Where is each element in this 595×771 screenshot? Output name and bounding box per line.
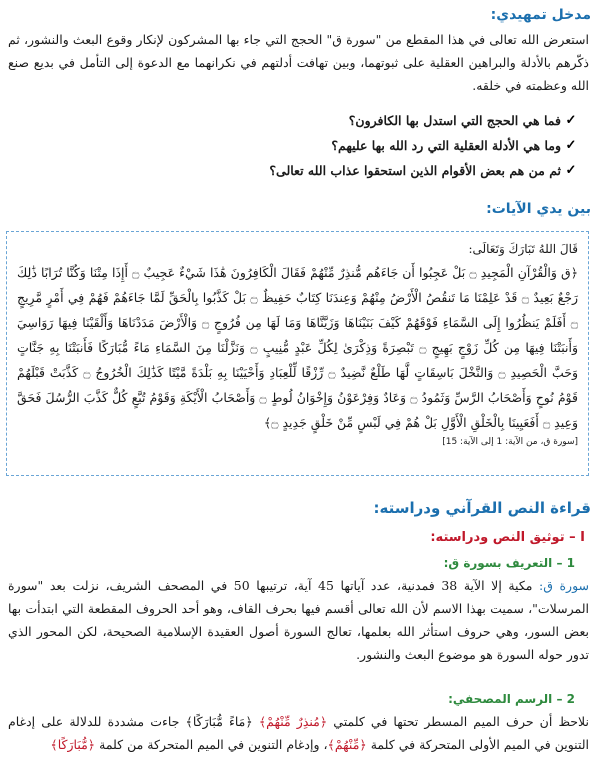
surah-term: سورة ق: bbox=[539, 578, 590, 593]
question-text: وما هي الأدلة العقلية التي رد الله بها عليهم؟ bbox=[331, 138, 561, 153]
definition-paragraph bbox=[8, 574, 589, 666]
quoted-word: ﴿مُنذِرٌ مِّنْهُمْ﴾ bbox=[258, 714, 328, 729]
script-text-part: ﴿مَاءً مُّبَارَكًا﴾ جاءت مشددة للدلالة على إدغام التنوين في الميم الأولى المتحركة في كلمة bbox=[8, 714, 589, 752]
verses-text: ﴿ق وَالْقُرْآنِ الْمَجِيدِ ۝ بَلْ عَجِبُوا أَن جَاءَهُم مُّنذِرٌ مِّنْهُمْ فَقَالَ الْكَافِرُونَ هَٰذَا شَيْءٌ عَجِيبٌ ۝ أَإِذَا مِتْنَا وَكُنَّا تُرَابًا ذَٰلِكَ رَجْعٌ بَعِيدٌ ۝ قَدْ عَلِمْنَا مَا تَنقُصُ الْأَرْضُ مِنْهُمْ وَعِندَنَا كِتَابٌ حَفِيظٌ ۝ بَلْ كَذَّبُوا بِالْحَقِّ لَمَّا جَاءَهُمْ فَهُمْ فِي أَمْرٍ مَّرِيجٍ ۝ أَفَلَمْ يَنظُرُوا إِلَى السَّمَاءِ فَوْقَهُمْ كَيْفَ بَنَيْنَاهَا وَزَيَّنَّاهَا وَمَا لَهَا مِن فُرُوجٍ ۝ وَالْأَرْضَ مَدَدْنَاهَا وَأَلْقَيْنَا فِيهَا رَوَاسِيَ وَأَنبَتْنَا فِيهَا مِن كُلِّ زَوْجٍ بَهِيجٍ ۝ تَبْصِرَةً وَذِكْرَىٰ لِكُلِّ عَبْدٍ مُّنِيبٍ ۝ وَنَزَّلْنَا مِنَ السَّمَاءِ مَاءً مُّبَارَكًا فَأَنبَتْنَا بِهِ جَنَّاتٍ وَحَبَّ الْحَصِيدِ ۝ وَالنَّخْلَ بَاسِقَاتٍ لَّهَا طَلْعٌ نَّضِيدٌ ۝ رِّزْقًا لِّلْعِبَادِ وَأَحْيَيْنَا بِهِ بَلْدَةً مَّيْتًا كَذَٰلِكَ الْخُرُوجُ ۝ كَذَّبَتْ قَبْلَهُمْ قَوْمُ نُوحٍ وَأَصْحَابُ الرَّسِّ وَثَمُودُ ۝ وَعَادٌ وَفِرْعَوْنُ وَإِخْوَانُ لُوطٍ ۝ وَأَصْحَابُ الْأَيْكَةِ وَقَوْمُ تُبَّعٍ كُلٌّ كَذَّبَ الرُّسُلَ فَحَقَّ وَعِيدِ ۝ أَفَعَيِينَا بِالْخَلْقِ الْأَوَّلِ بَلْ هُمْ فِي لَبْسٍ مِّنْ خَلْقٍ جَدِيدٍ ۝﴾ bbox=[17, 265, 579, 430]
checkmark-icon: ✓ bbox=[565, 138, 577, 153]
script-text-part: ، وإدغام التنوين في الميم المتحركة من كلمة bbox=[95, 737, 328, 752]
script-subheading: 2 – الرسم المصحفي: bbox=[448, 692, 575, 706]
checkmark-icon: ✓ bbox=[565, 163, 577, 178]
script-paragraph bbox=[8, 710, 589, 756]
study-heading: قراءة النص القرآني ودراسته: bbox=[373, 499, 591, 517]
verses-reference: [سورة ق، من الآية: 1 إلى الآية: 15] bbox=[442, 437, 578, 447]
intro-heading: مدخل تمهيدي: bbox=[490, 7, 591, 23]
question-text: فما هي الحجج التي استدل بها الكافرون؟ bbox=[348, 113, 561, 128]
documentation-subheading: I – توثيق النص ودراسته: bbox=[430, 530, 585, 545]
script-text-part: نلاحظ أن حرف الميم المسطر تحتها في كلمتي bbox=[327, 714, 589, 729]
question-text: ثم من هم بعض الأقوام الذين استحقوا عذاب الله تعالى؟ bbox=[269, 163, 561, 178]
verses-box bbox=[6, 231, 589, 476]
verses-heading: بين يدي الآيات: bbox=[486, 201, 591, 217]
quoted-word: ﴿مُّبَارَكًا﴾ bbox=[50, 737, 96, 752]
question-item bbox=[8, 108, 581, 133]
question-item bbox=[8, 158, 581, 183]
questions-list bbox=[8, 108, 581, 183]
verses-intro: قَالَ اللهُ تَبَارَكَ وَتَعَالَى: bbox=[468, 242, 578, 256]
quoted-word: ﴿مِّنْهُمْ﴾ bbox=[327, 737, 367, 752]
checkmark-icon: ✓ bbox=[565, 113, 577, 128]
question-item bbox=[8, 133, 581, 158]
definition-subheading: 1 – التعريف بسورة ق: bbox=[443, 556, 575, 570]
definition-body: مكية إلا الآية 38 فمدنية، عدد آياتها 45 آية، ترتيبها 50 في المصحف الشريف، نزلت بعد "سورة المرسلات"، سميت بهذا الاسم لأن الله تعالى أقسم فيها بحرف القاف، وهو أحد الحروف المقطعة التي ابتدأت بها بعض السور، وهي حروف استأثر الله بعلمها، تعالج السورة أصول العقيدة الإسلامية الصحيحة، لكن المحور الذي تدور حوله السورة هو موضوع البعث والنشور. bbox=[8, 578, 589, 662]
intro-paragraph: استعرض الله تعالى في هذا المقطع من "سورة ق" الحجج التي جاء بها المشركون لإنكار وقوع البعث والنشور، ثم ذكّرهم بالأدلة والبراهين العقلية على ثبوتهما، وبين تهافت أدلتهم في نكرانهما مع الدعوة إلى التأمل في بديع صنع الله وعظمته في خلقه. bbox=[8, 32, 589, 93]
